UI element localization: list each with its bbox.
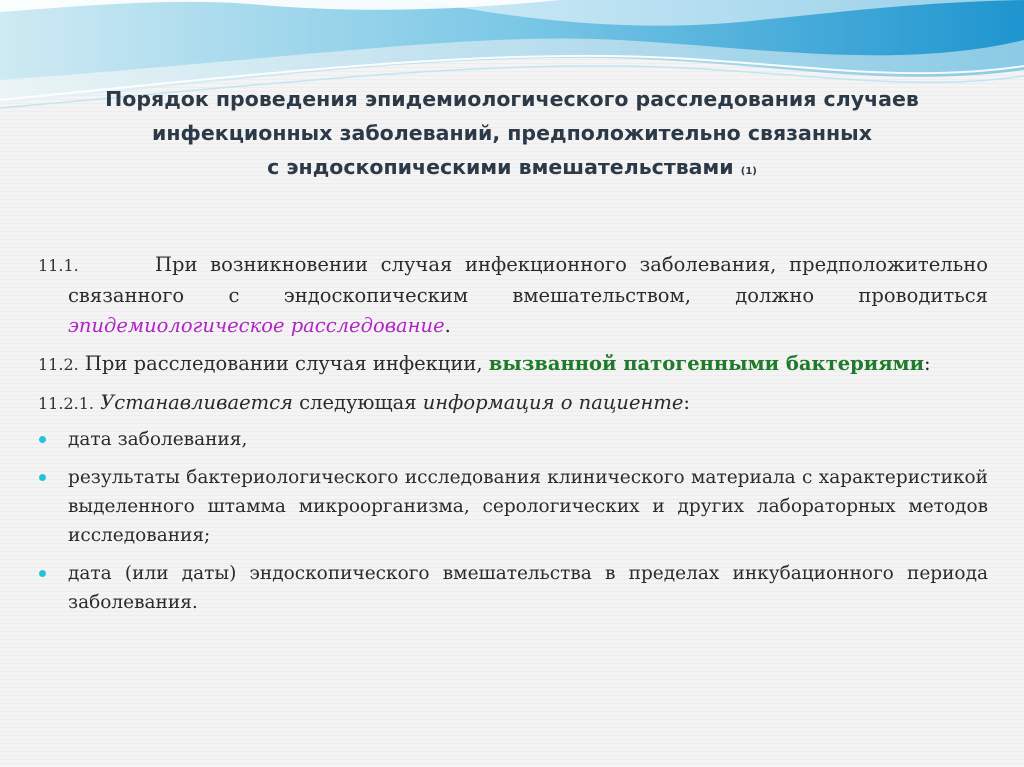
text-mid: следующая (299, 391, 417, 414)
paragraph-end: : (683, 391, 690, 414)
paragraph-text: При возникновении случая инфекционного заболевания, предположительно связанного с эндоскопическим вмешательством, должно проводиться (68, 253, 988, 307)
paragraph-number: 11.2.1. (38, 394, 94, 413)
paragraph-text: При расследовании случая инфекции, (84, 352, 483, 375)
title-line-3-text: с эндоскопическими вмешательствами (267, 155, 734, 179)
highlight-investigation: эпидемиологическое расследование (68, 314, 445, 337)
list-item (38, 463, 988, 550)
title-line-3 (30, 150, 994, 189)
list-item-text: дата (или даты) эндоскопического вмешательства в пределах инкубационного периода заболевания. (68, 563, 988, 613)
title-line-2: инфекционных заболеваний, предположительно связанных (152, 121, 872, 145)
title-reference: (1) (740, 166, 757, 177)
slide-content (38, 250, 988, 626)
list-item (38, 425, 988, 454)
text-italic-1: Устанавливается (100, 391, 293, 414)
list-item (38, 559, 988, 617)
paragraph-end: : (924, 352, 931, 375)
list-item-text: дата заболевания, (68, 429, 248, 450)
bullet-icon (39, 570, 46, 577)
bullet-list (38, 425, 988, 617)
slide-title (30, 82, 994, 189)
text-italic-2: информация о пациенте (422, 391, 684, 414)
list-item-text: результаты бактериологического исследования клинического материала с характеристикой выделенного штамма микроорганизма, серологических и других лабораторных методов исследования; (68, 467, 988, 546)
bullet-icon (39, 436, 46, 443)
paragraph-11-2 (38, 349, 988, 380)
paragraph-11-2-1 (38, 388, 988, 419)
highlight-pathogenic-bacteria: вызванной патогенными бактериями (488, 352, 925, 375)
paragraph-number: 11.1. (38, 256, 79, 275)
paragraph-end: . (444, 314, 451, 337)
paragraph-11-1 (38, 250, 988, 341)
title-line-1: Порядок проведения эпидемиологического расследования случаев (105, 87, 919, 111)
bullet-icon (39, 474, 46, 481)
paragraph-number: 11.2. (38, 355, 79, 374)
